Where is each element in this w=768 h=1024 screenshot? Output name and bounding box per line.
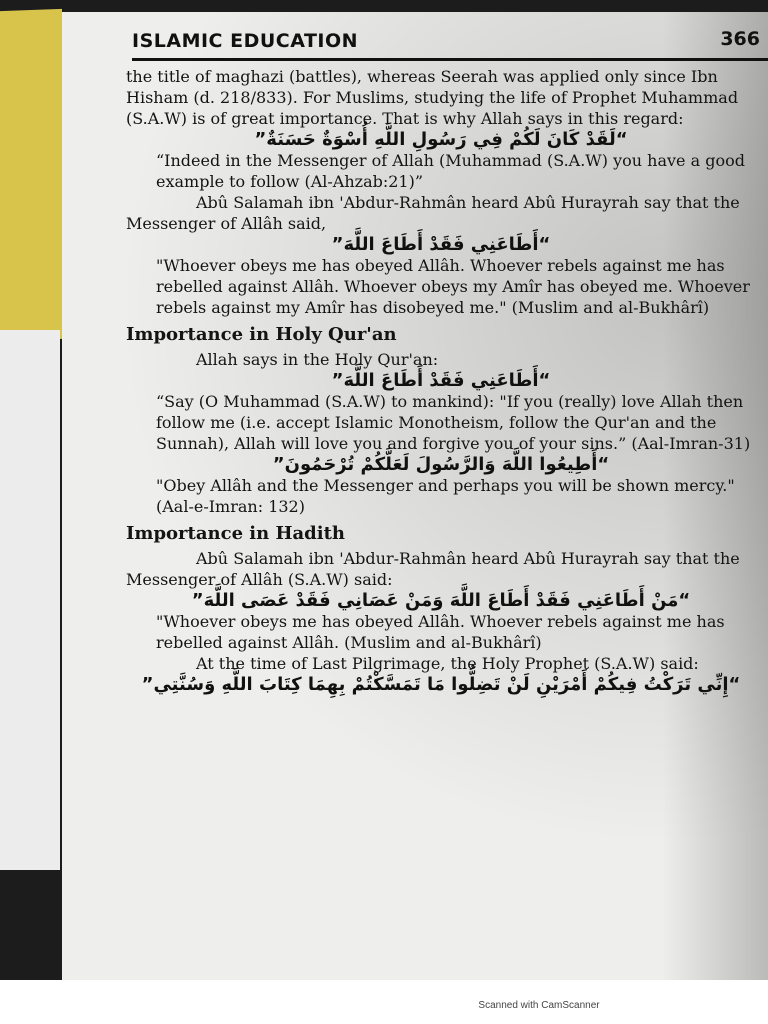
heading-hadith: Importance in Hadith xyxy=(126,523,345,544)
arabic-hadith-two-things: “إِنِّي تَرَكْتُ فِيكُمْ أَمْرَيْنِ لَنْ تَضِلُّوا مَا تَمَسَّكْتُمْ بِهِمَا كِتَابَ اللَّهِ وَسُنَّتِي” xyxy=(141,674,741,695)
paragraph-last-pilgrimage: At the time of Last Pilgrimage, the Holy Prophet (S.A.W) said: xyxy=(196,654,699,673)
yellow-paper-edge xyxy=(0,9,62,341)
scanner-footer xyxy=(0,1000,768,1011)
running-head: ISLAMIC EDUCATION xyxy=(132,30,359,52)
arabic-verse-obey: “أَطَاعَنِي فَقَدْ أَطَاعَ اللَّهَ” xyxy=(331,370,551,391)
book-page xyxy=(62,12,768,980)
arabic-hadith-rebel: “مَنْ أَطَاعَنِي فَقَدْ أَطَاعَ اللَّهَ وَمَنْ عَصَانِي فَقَدْ عَصَى اللَّهَ” xyxy=(191,590,691,611)
quote-ahzab: “Indeed in the Messenger of Allah (Muhammad (S.A.W) you have a good example to follow (Al-Ahzab:21)” xyxy=(156,151,745,191)
page-number: 366 xyxy=(720,28,760,50)
heading-quran: Importance in Holy Qur'an xyxy=(126,324,397,345)
page-body xyxy=(126,66,756,695)
header-rule xyxy=(132,58,768,61)
quote-aal-imran-31: “Say (O Muhammad (S.A.W) to mankind): "If you (really) love Allah then follow me (i.e. accept Islamic Monotheism, follow the Qur'an and the Sunnah), Allah will love you and forgive you of your sins.” (Aal-Imran-31) xyxy=(156,392,751,453)
paragraph-hadith2-intro: Abû Salamah ibn 'Abdur-Rahmân heard Abû Hurayrah say that the Messenger of Allâh (S.A.W) said: xyxy=(126,549,740,589)
quote-hadith-obey: "Whoever obeys me has obeyed Allâh. Whoever rebels against me has rebelled against Allâh. Whoever obeys my Amîr has obeyed me. Whoever rebels against my Amîr has disobeyed me." (Muslim and al-Bukhârî) xyxy=(156,256,750,317)
paragraph-quran-intro: Allah says in the Holy Qur'an: xyxy=(196,350,439,369)
paragraph-intro: the title of maghazi (battles), whereas Seerah was applied only since Ibn Hisham (d. 218/833). For Muslims, studying the life of Prophet Muhammad (S.A.W) is of great importance. That is why Allah says in this regard: xyxy=(126,67,739,128)
quote-aal-imran-132: "Obey Allâh and the Messenger and perhaps you will be shown mercy." (Aal-e-Imran: 132) xyxy=(156,476,735,516)
arabic-verse-ahzab: “لَقَدْ كَانَ لَكُمْ فِي رَسُولِ اللَّهِ أُسْوَةٌ حَسَنَةٌ” xyxy=(254,129,628,150)
scanner-watermark: Scanned with CamScanner xyxy=(478,1000,600,1011)
arabic-hadith-obey: “أَطَاعَنِي فَقَدْ أَطَاعَ اللَّهَ” xyxy=(331,234,551,255)
white-paper-edge xyxy=(0,330,60,870)
arabic-verse-mercy: “أَطِيعُوا اللَّهَ وَالرَّسُولَ لَعَلَّكُمْ تُرْحَمُونَ” xyxy=(272,454,610,475)
paragraph-hadith-intro: Abû Salamah ibn 'Abdur-Rahmân heard Abû Hurayrah say that the Messenger of Allâh said, xyxy=(126,193,740,233)
page-header xyxy=(132,22,768,62)
quote-hadith-rebel: "Whoever obeys me has obeyed Allâh. Whoever rebels against me has rebelled against Allâh. (Muslim and al-Bukhârî) xyxy=(156,612,725,652)
